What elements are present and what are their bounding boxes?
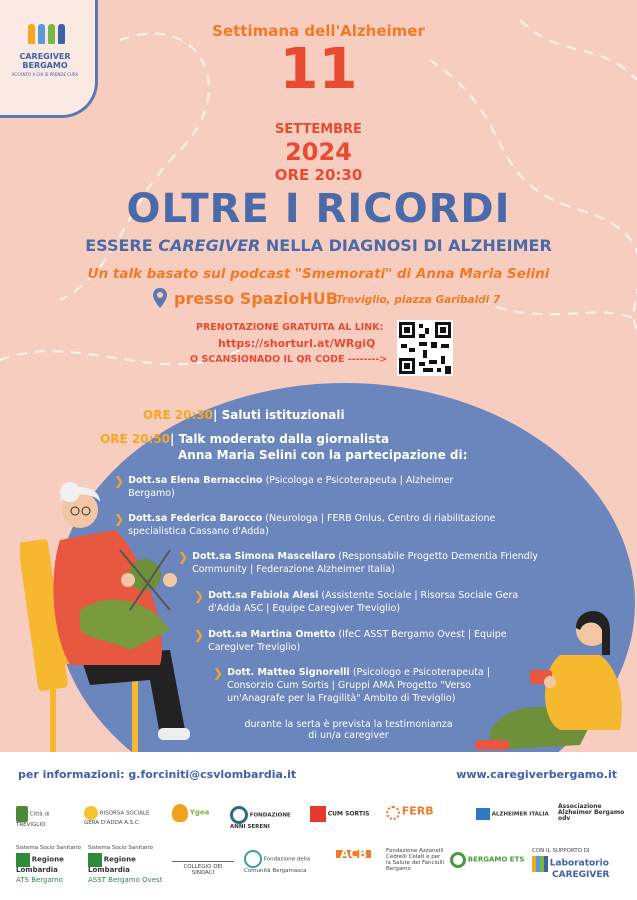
anni-sereni-icon — [230, 806, 248, 824]
contact-info[interactable]: per informazioni: g.forciniti@csvlombardia.it — [18, 768, 297, 781]
ferb-icon — [386, 806, 400, 820]
cum-sortis-icon — [310, 806, 326, 822]
speaker-3: ❯ Dott.sa Simona Mascellaro (Responsabile Progetto Dementia Friendly Community | Federazione Alzheimer Italia) — [178, 550, 538, 575]
event-tagline: Un talk basato sul podcast "Smemorati" di Anna Maria Selini — [87, 266, 550, 282]
venue-address: Treviglio, piazza Garibaldi 7 — [336, 294, 501, 306]
skyline-icon — [172, 850, 234, 862]
ygea-icon — [172, 804, 188, 822]
booking-link[interactable]: https://shorturl.at/WRgiQ — [218, 337, 376, 350]
speaker-1: ❯ Dott.sa Elena Bernaccino (Psicologa e Psicoterapeuta | Alzheimer Bergamo) — [114, 474, 454, 499]
speaker-2: ❯ Dott.sa Federica Barocco (Neurologa | FERB Onlus, Centro di riabilitazione specialistica Cassano d'Adda) — [114, 512, 496, 537]
sponsor-ygea: Ygea — [172, 804, 222, 822]
chevron-right-icon: ❯ — [194, 628, 205, 642]
sponsor-laboratorio-caregiver: CON IL SUPPORTO DI Laboratorio CAREGIVER — [532, 848, 610, 880]
booking-label: PRENOTAZIONE GRATUITA AL LINK: — [196, 322, 384, 333]
sponsor-cum-sortis: CUM SORTIS — [310, 806, 380, 822]
lombardia-cross-icon — [88, 853, 102, 867]
qr-instruction: O SCANSIONADO IL QR CODE --------> — [190, 354, 388, 365]
sponsor-ferb: FERB — [386, 806, 446, 820]
website-link[interactable]: www.caregiverbergamo.it — [456, 768, 617, 781]
alzheimer-italia-icon — [476, 808, 490, 820]
sponsor-ats-bergamo: Sistema Socio Sanitario Regione Lombardia ATS Bergamo — [16, 845, 81, 884]
sponsor-alzheimer-bergamo: Associazione Alzheimer Bergamo odv — [558, 803, 625, 822]
caregiver-figures-icon — [532, 856, 548, 872]
sponsor-asst-bergamo-ovest: Sistema Socio Sanitario Regione Lombardia ASST Bergamo Ovest — [88, 845, 163, 884]
sponsor-acb: ACB — [336, 850, 382, 860]
sponsor-csv-bergamo: BERGAMO ETS — [450, 852, 530, 868]
knitting-woman-illustration — [20, 480, 220, 752]
speaker-4: ❯ Dott.sa Fabiola Alesi (Assistente Sociale | Risorsa Sociale Gera d'Adda ASC | Equipe Caregiver Treviglio) — [194, 589, 519, 614]
chevron-right-icon: ❯ — [114, 512, 125, 526]
sunflower-icon — [84, 806, 98, 820]
sponsor-alzheimer-italia: ALZHEIMER ITALIA — [476, 808, 556, 820]
chevron-right-icon: ❯ — [114, 474, 125, 488]
young-woman-illustration — [470, 600, 637, 752]
sponsor-fondazione-azzanelli: Fondazione Azzanelli Cedrelli Celati e per la Salute dei Fanciulli Bergamo — [386, 848, 445, 872]
sponsor-collegio-sindaci: COLLEGIO DEI SINDACI — [172, 850, 234, 876]
program-item-2: ORE 20:50| Talk moderato dalla giornalista — [100, 432, 390, 446]
logo-tagline: ACCANTO A CHI SI PRENDE CURA — [11, 72, 79, 77]
sponsor-treviglio: Città di TREVIGLIO — [16, 806, 76, 828]
program-item-1: ORE 20:30| Saluti istituzionali — [143, 408, 345, 422]
week-label: Settimana dell'Alzheimer — [212, 22, 425, 40]
event-time: ORE 20:30 — [274, 166, 363, 184]
csv-icon — [450, 852, 466, 868]
sponsor-risorsa-sociale: RISORSA SOCIALE GERA D'ADDA A.S.C. — [84, 806, 156, 826]
event-year: 2024 — [285, 138, 352, 166]
fondazione-comunita-icon — [244, 850, 262, 868]
program-item-2-line2: Anna Maria Selini con la partecipazione di: — [178, 448, 468, 462]
event-day: 11 — [279, 37, 358, 102]
speaker-6: ❯ Dott. Matteo Signorelli (Psicologo e Psicoterapeuta | Consorzio Cum Sortis | Gruppi AMA Progetto "Verso un'Anagrafe per la Fragilità" Ambito di Treviglio) — [213, 666, 491, 704]
event-title: OLTRE I RICORDI — [126, 186, 511, 232]
sponsor-fondazione-comunita: Fondazione della Comunità Bergamasca — [244, 850, 324, 874]
logo-text: CAREGIVER BERGAMO — [19, 52, 71, 70]
venue-label: presso SpazioHUB — [174, 289, 338, 308]
speaker-5: ❯ Dott.sa Martina Ometto (IfeC ASST Bergamo Ovest | Equipe Caregiver Treviglio) — [194, 628, 507, 653]
chevron-right-icon: ❯ — [194, 589, 205, 603]
testimony-note: durante la serta è prevista la testimonianza di un/a caregiver — [244, 719, 453, 741]
event-subtitle: ESSERE CAREGIVER NELLA DIAGNOSI DI ALZHEIMER — [85, 236, 552, 255]
lombardia-cross-icon — [16, 853, 30, 867]
sponsor-anni-sereni: FONDAZIONE ANNI SERENI — [230, 806, 300, 830]
location-pin-icon — [152, 287, 168, 309]
coat-of-arms-icon — [16, 806, 28, 822]
event-month: SETTEMBRE — [275, 122, 362, 137]
chevron-right-icon: ❯ — [178, 550, 189, 564]
qr-code-icon[interactable] — [397, 320, 453, 376]
chevron-right-icon: ❯ — [213, 666, 224, 680]
